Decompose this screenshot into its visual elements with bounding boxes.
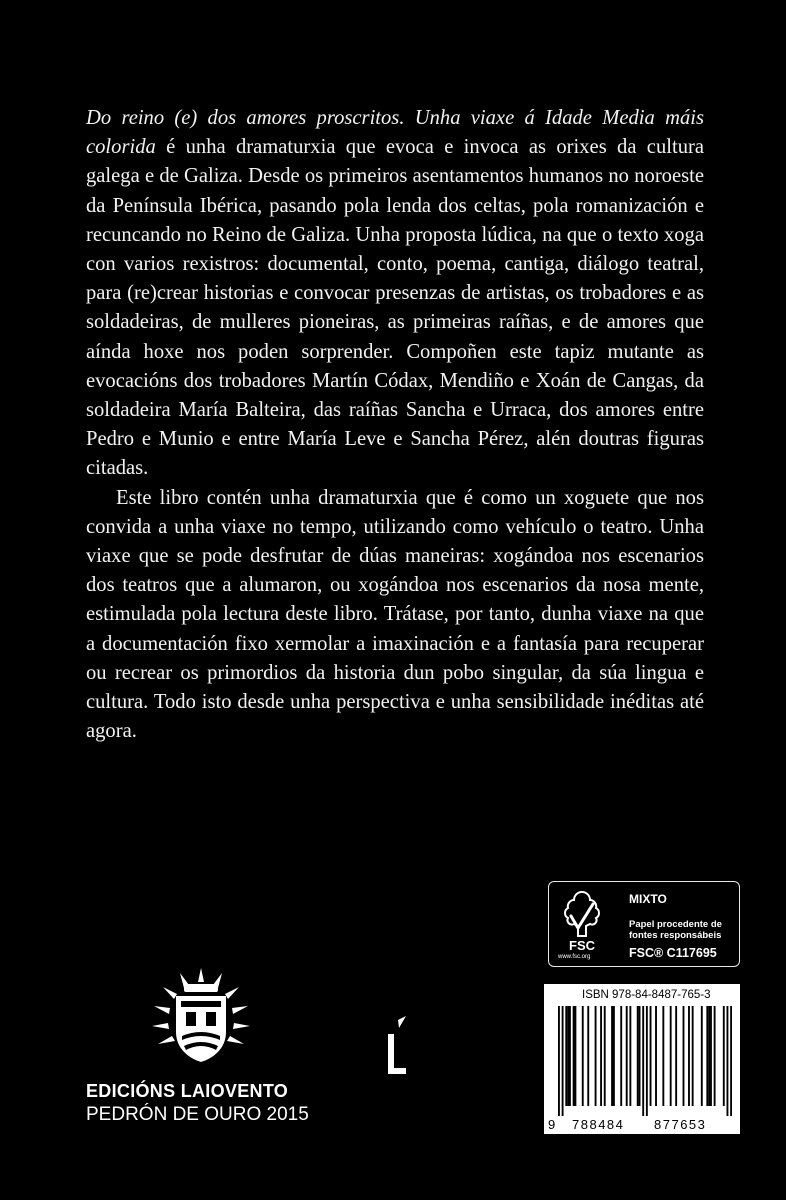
barcode-bar	[723, 1006, 725, 1106]
blurb-paragraph-1	[86, 104, 704, 484]
back-cover-blurb	[86, 104, 704, 746]
barcode-bar	[565, 1006, 567, 1106]
barcode-bar	[573, 1006, 575, 1106]
barcode-bar	[620, 1006, 622, 1106]
laiovento-emblem-icon	[146, 960, 256, 1070]
barcode-digits-right: 877653	[654, 1117, 707, 1132]
barcode-bar	[727, 1006, 729, 1116]
barcode-bar	[637, 1006, 639, 1106]
fsc-paper-source-line2: fontes responsábeis	[629, 930, 722, 941]
barcode-bar	[701, 1006, 703, 1106]
barcode-bar	[587, 1006, 589, 1106]
fsc-logo-text: FSC	[569, 938, 595, 953]
fsc-tree-icon	[557, 886, 607, 962]
barcode-bar	[730, 1006, 732, 1116]
blurb-paragraph-2: Este libro contén unha dramaturxia que é como un xoguete que nos convida a unha viaxe no tempo, utilizando como vehículo o teatro. Unha viaxe que se pode desfrutar de dúas maneiras: xogándoa nos escenarios dos teatros que a alumaron, ou xogándoa nos escenarios da nosa mente, estimulada pola lectura deste libro. Trátase, por tanto, dunha viaxe na que a documentación fixo xermolar a imaxinación e a fantasía para recuperar ou recrear os primordios da historia dun pobo singular, da súa lingua e cultura. Todo isto desde unha perspectiva e unha sensibilidade inéditas até agora.	[86, 486, 704, 743]
fsc-license-code: FSC® C117695	[629, 946, 717, 960]
barcode-bar	[675, 1006, 677, 1106]
barcode-bar	[574, 1006, 576, 1106]
barcode-bar	[629, 1006, 631, 1106]
barcode-bar	[655, 1006, 657, 1106]
fsc-paper-source-line1: Papel procedente de	[629, 919, 722, 930]
barcode-bar	[639, 1006, 641, 1106]
fsc-url: www.fsc.org	[558, 954, 591, 960]
barcode-bar	[558, 1006, 560, 1116]
barcode-bar	[600, 1006, 602, 1106]
laiovento-l-mark-icon	[384, 1016, 414, 1078]
barcode-bar	[595, 1006, 597, 1106]
barcode-bar	[562, 1006, 564, 1116]
barcode-digits-left: 788484	[572, 1117, 625, 1132]
barcode-bar	[613, 1006, 615, 1106]
fsc-mixto: MIXTO	[629, 892, 667, 906]
barcode-bar	[646, 1006, 648, 1116]
publisher-award: PEDRÓN DE OURO 2015	[86, 1104, 309, 1125]
blurb-paragraph-1-text: é unha dramaturxia que evoca e invoca as orixes da cultura galega e de Galiza. Desde os primeiros asentamentos humanos no noroeste da Península Ibérica, pasando pola lenda dos celtas, pola romanización e recuncando no Reino de Galiza. Unha proposta lúdica, na que o texto xoga con varios rexistros: documental, conto, poema, cantiga, diálogo teatral, para (re)crear historias e convocar presenzas de artistas, os trobadores e as soldadeiras, de mulleres pioneiras, as primeiras raíñas, e de amores que aínda hoxe nos poden sorprender. Compoñen este tapiz mutante as evocacións dos trobadores Martín Códax, Mendiño e Xoán de Cangas, da soldadeira María Balteira, das raíñas Sancha e Urraca, dos amores entre Pedro e Munio e entre María Leve e Sancha Pérez, alén doutras figuras citadas.	[86, 136, 704, 480]
fsc-label	[548, 881, 740, 967]
barcode-bar	[626, 1006, 628, 1106]
barcode-bar	[706, 1006, 708, 1106]
barcode-bar	[569, 1006, 571, 1106]
barcode-bar	[688, 1006, 690, 1106]
barcode-bar	[642, 1006, 644, 1116]
barcode-bars	[558, 1006, 732, 1116]
barcode-bar	[662, 1006, 664, 1106]
barcode-bar	[582, 1006, 584, 1106]
barcode-bar	[708, 1006, 710, 1106]
isbn-label: ISBN 978-84-8487-765-3	[582, 989, 711, 1001]
barcode-bar	[670, 1006, 672, 1106]
barcode-bar	[650, 1006, 652, 1106]
isbn-barcode	[544, 984, 740, 1134]
barcode-bar	[692, 1006, 694, 1106]
barcode-bar	[611, 1006, 613, 1106]
barcode-bar	[714, 1006, 716, 1106]
barcode-bar	[567, 1006, 569, 1106]
book-title: Do reino (e) dos amores proscritos. Unha viaxe á Idade Media máis colorida	[86, 107, 704, 159]
barcode-bar	[683, 1006, 685, 1106]
publisher-name: EDICIÓNS LAIOVENTO	[86, 1081, 289, 1101]
barcode-digit-first: 9	[548, 1117, 556, 1132]
barcode-bar	[710, 1006, 712, 1106]
barcode-bar	[604, 1006, 606, 1106]
